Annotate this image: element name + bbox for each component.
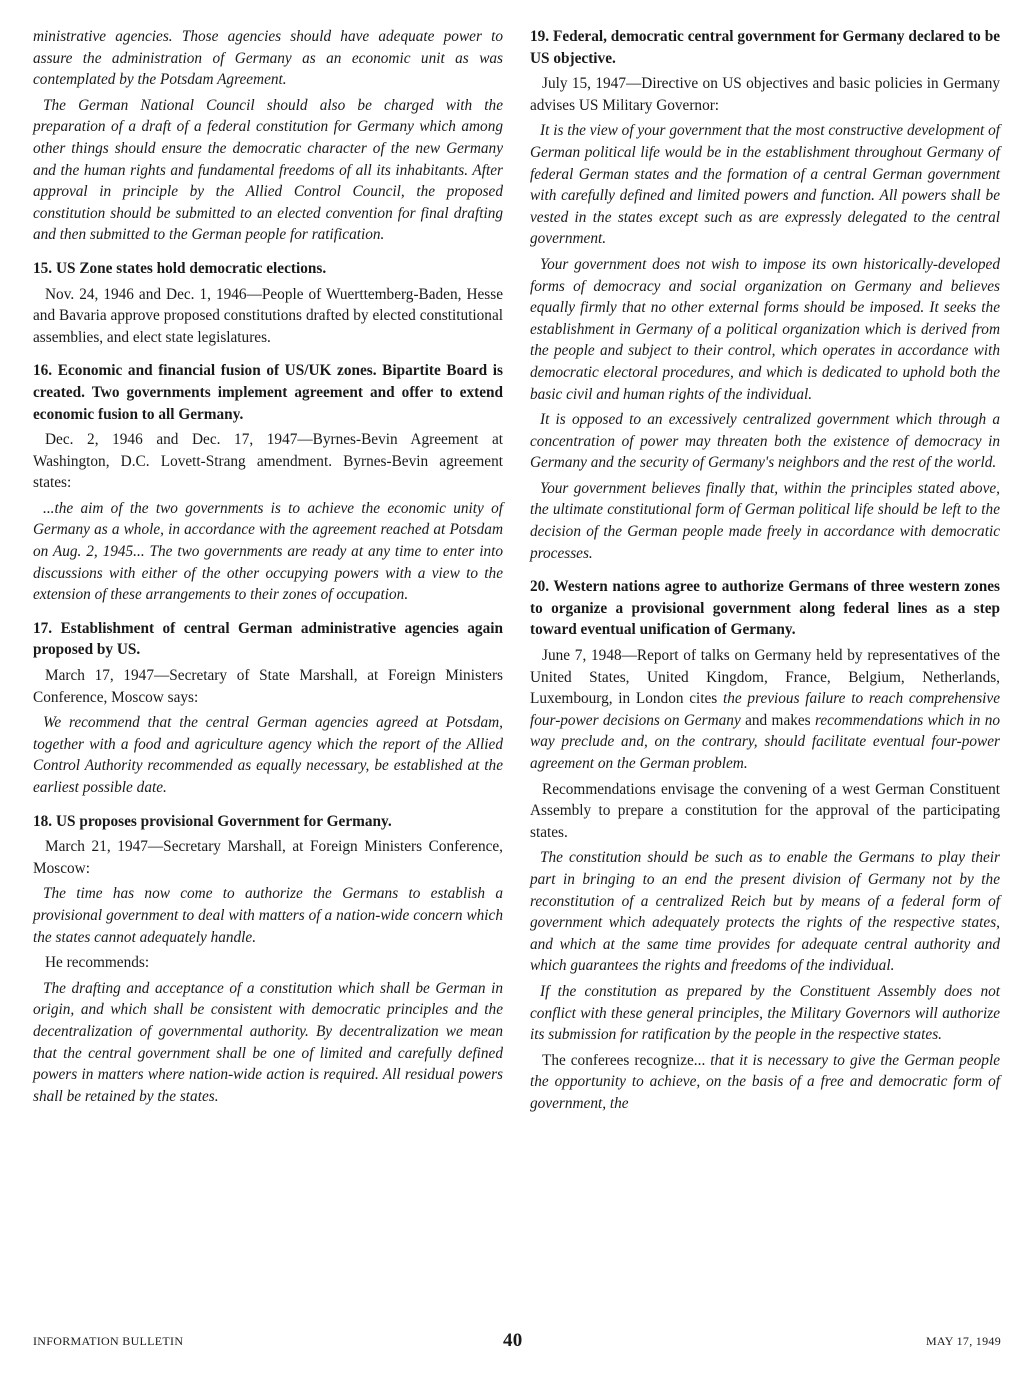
section-19-heading: 19. Federal, democratic central government for Germany declared to be US objective.: [530, 28, 1000, 67]
section-20-quote-b: If the constitution as prepared by the Constituent Assembly does not conflict with these general principles, the Military Governors will authorize its submission for ratification by the people in the respective states.: [530, 982, 1000, 1044]
right-column: [530, 26, 1000, 1119]
section-20-text-a: [530, 645, 1000, 775]
section-17-text: March 17, 1947—Secretary of State Marshall, at Foreign Ministers Conference, Moscow says:: [33, 667, 503, 706]
section-15-text: Nov. 24, 1946 and Dec. 1, 1946—People of Wuerttemberg-Baden, Hesse and Bavaria approve proposed constitutions drafted by elected constitutional assemblies, and elect state legislatures.: [33, 285, 503, 346]
section-18-quote-a: The time has now come to authorize the Germans to establish a provisional government to deal with matters of a nation-wide concern which the states cannot adequately handle.: [33, 885, 503, 946]
section-19-quote-c: It is opposed to an excessively centralized government which through a concentration of power may threaten both the existence of democracy in Germany and the security of Germany's neighbors and the rest of the world.: [530, 411, 1000, 472]
publication-name: INFORMATION BULLETIN: [33, 1334, 184, 1348]
section-20-text-a-mid: and makes: [745, 711, 811, 729]
section-20-text-c-italic: that it is necessary to give the German people the opportunity to achieve, on the basis of a free and democratic form of government, the: [530, 1051, 1000, 1112]
page-number: 40: [503, 1330, 523, 1351]
section-18-quote-b: The drafting and acceptance of a constitution which shall be German in origin, and which shall be consistent with democratic principles and the decentralization of governmental authority. By decentralization we mean that the central government shall be one of limited and carefully defined powers in matters where nation-wide action is required. All residual powers shall be retained by the states.: [33, 979, 503, 1105]
section-19-quote-a: It is the view of your government that the most constructive development of German political life would be in the establishment throughout Germany of federal German states and the formation of a central German government with carefully defined and limited powers and function. All powers shall be vested in the states except such as are expressly delegated to the central government.: [530, 122, 1000, 248]
section-19-quote-d: Your government believes finally that, within the principles stated above, the ultimate constitutional form of German political life should be left to the decision of the German people made freely in accordance with democratic processes.: [530, 479, 1000, 562]
section-20-text-a-italic2: recommendations which in no way preclude and, on the contrary, should facilitate eventual four-power agreement on the German problem.: [530, 711, 1000, 772]
page-footer: [33, 1330, 1001, 1354]
section-20-text-c-roman: The conferees recognize...: [542, 1051, 706, 1069]
section-20-text-b: Recommendations envisage the convening of a west German Constituent Assembly to prepare a constitution for the approval of the participating states.: [530, 780, 1000, 841]
section-17-quote: We recommend that the central German agencies agreed at Potsdam, together with a food and agriculture agency which the report of the Allied Control Authority recommended as equally necessary, be established at the earliest possible date.: [33, 714, 503, 796]
section-15-heading: 15. US Zone states hold democratic elections.: [33, 259, 327, 277]
intro-continuation: ministrative agencies. Those agencies should have adequate power to assure the administration of Germany as an economic unit as was contemplated by the Potsdam Agreement.: [33, 28, 503, 89]
left-column: [33, 26, 503, 1111]
section-18-text: March 21, 1947—Secretary Marshall, at Foreign Ministers Conference, Moscow:: [33, 838, 503, 877]
section-20-text-a-roman: June 7, 1948—Report of talks on Germany held by representatives of the United States, United Kingdom, France, Belgium, Netherlands, Luxembourg, in London cites: [530, 647, 1000, 708]
issue-date: MAY 17, 1949: [925, 1334, 1001, 1348]
section-20-text-c: [530, 1050, 1000, 1115]
section-20-heading: 20. Western nations agree to authorize Germans of three western zones to organize a provisional government along federal lines as a step toward eventual unification of Germany.: [530, 578, 1000, 639]
section-18-heading: 18. US proposes provisional Government for Germany.: [33, 812, 392, 830]
section-16-text: Dec. 2, 1946 and Dec. 17, 1947—Byrnes-Bevin Agreement at Washington, D.C. Lovett-Strang amendment. Byrnes-Bevin agreement states:: [33, 431, 503, 492]
section-19-text: July 15, 1947—Directive on US objectives and basic policies in Germany advises US Military Governor:: [530, 75, 1000, 114]
intro-paragraph: The German National Council should also be charged with the preparation of a draft of a federal constitution for Germany which among other things should ensure the democratic character of the new Germany and the human rights and fundamental freedoms of all its inhabitants. After approval in principle by the Allied Control Council, the proposed constitution should be submitted to an elected convention for final drafting and then submitted to the German people for ratification.: [33, 96, 503, 244]
section-17-heading: 17. Establishment of central German administrative agencies again proposed by US.: [33, 619, 503, 659]
section-20-text-a-italic1: the previous failure to reach comprehensive four-power decisions on Germany: [530, 690, 1000, 729]
section-19-quote-b: Your government does not wish to impose its own historically-developed forms of democracy and social organization on Germany and believes equally firmly that no other external forms should be imposed. It seeks the establishment in Germany of a political organization which is derived from the people and subject to their control, which operates in accordance with democratic electoral procedures, and which is dedicated to uphold both the basic civil and human rights of the individual.: [530, 255, 1000, 403]
section-16-heading: 16. Economic and financial fusion of US/UK zones. Bipartite Board is created. Two governments implement agreement and offer to extend economic fusion to all Germany.: [33, 362, 503, 423]
section-16-quote: ...the aim of the two governments is to achieve the economic unity of Germany as a whole, in accordance with the agreement reached at Potsdam on Aug. 2, 1945... The two governments are ready at any time to enter into discussions with either of the other occupying powers with a view to the extension of these arrangements to their zones of occupation.: [33, 499, 503, 604]
section-20-quote-a: The constitution should be such as to enable the Germans to play their part in bringing to an end the present division of Germany not by the reconstitution of a centralized Reich but by means of a federal form of government which adequately protects the rights of the respective states, and which at the same time provides for adequate central authority and which guarantees the rights and freedoms of the individual.: [530, 849, 1000, 975]
section-18-text-b: He recommends:: [45, 954, 150, 972]
